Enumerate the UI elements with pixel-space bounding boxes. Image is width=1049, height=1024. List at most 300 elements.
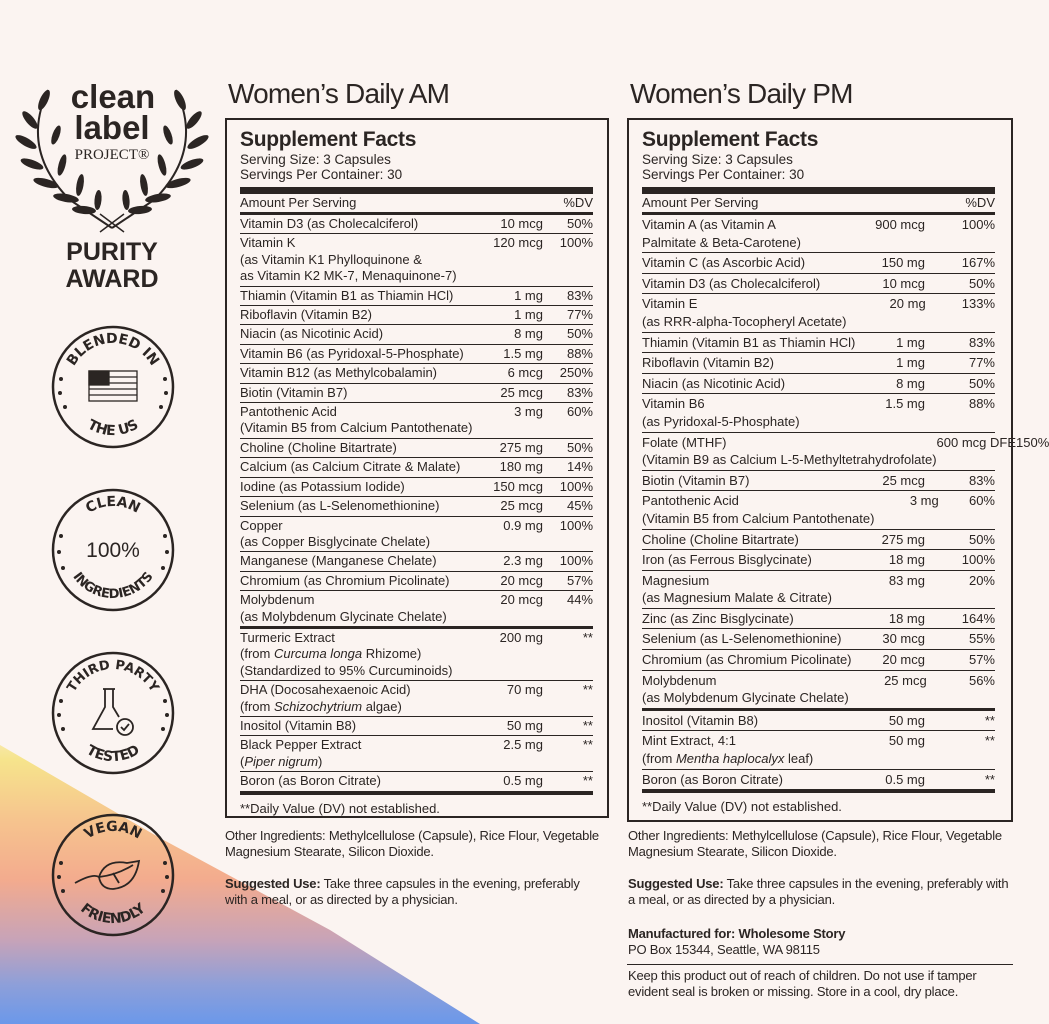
nutrient-amount: 10 mcg: [882, 275, 925, 291]
nutrient-name-line: [642, 492, 874, 510]
nutrient-amount: 0.5 mg: [885, 771, 925, 787]
badge-top-text: VEGAN: [81, 818, 145, 843]
nutrient-amount: 20 mcg: [500, 592, 543, 608]
nutrient-dv: 50%: [566, 216, 593, 231]
nutrient-name: [642, 672, 849, 707]
nutrient-name-line: [240, 288, 473, 304]
nutrient-name-line: [240, 268, 473, 284]
nutrient-dv: 55%: [968, 631, 995, 647]
badge-bottom-text: TESTED: [83, 742, 143, 766]
nutrient-name: [642, 712, 845, 730]
name-segment: Vitamin E: [642, 296, 698, 312]
nutrient-name: [642, 771, 845, 789]
nutrient-amount: 275 mg: [881, 531, 925, 547]
nutrient-dv: 133%: [961, 296, 995, 312]
name-segment: (Vitamin B5 from Calcium Pantothenate): [240, 420, 473, 436]
nutrient-dv: 14%: [566, 459, 593, 475]
nutrient-name-line: [240, 773, 473, 789]
nutrient-dv: 50%: [968, 375, 995, 391]
award-line1: PURITY: [66, 238, 158, 266]
name-segment: (as Molybdenum Glycinate Chelate): [240, 608, 447, 624]
nutrient-amount: 120 mcg: [493, 235, 543, 251]
table-row: [642, 471, 995, 492]
name-segment: as Vitamin K2 MK-7, Menaquinone-7): [240, 268, 457, 284]
brand-line3: PROJECT®: [74, 147, 150, 163]
name-segment: Choline (Choline Bitartrate): [240, 439, 397, 455]
nutrient-name-line: [642, 295, 846, 313]
nutrient-name: [240, 553, 473, 569]
nutrient-dv: 88%: [566, 345, 593, 361]
nutrient-dv: 50%: [566, 326, 593, 342]
col-amount: Amount Per Serving: [642, 195, 759, 210]
name-segment: Biotin (Vitamin B7): [642, 472, 750, 488]
table-row: [642, 609, 995, 630]
serving-size: Serving Size: 3 Capsules: [240, 152, 391, 167]
table-row: [642, 571, 995, 609]
badge-bottom-text: FRIENDLY: [77, 900, 149, 928]
nutrient-amount: 50 mg: [506, 717, 543, 733]
nutrient-dv: 100%: [961, 552, 995, 568]
nutrient-name: [240, 592, 473, 625]
badge-top-text: CLEAN: [83, 493, 143, 517]
table-header: [642, 194, 995, 215]
nutrient-amount: 1 mg: [514, 307, 543, 323]
award-line2: AWARD: [65, 265, 159, 293]
table-row: [240, 626, 593, 681]
nutrient-amount: 8 mg: [514, 326, 543, 342]
nutrient-name: [642, 395, 845, 430]
nutrient-name-line: [240, 592, 473, 608]
nutrient-name-line: [642, 689, 849, 707]
nutrient-dv: 83%: [968, 334, 995, 350]
name-segment: Magnesium: [642, 572, 710, 588]
nutrient-name-line: [642, 610, 845, 628]
nutrient-name: [240, 404, 473, 437]
nutrient-amount: 18 mg: [888, 610, 925, 626]
name-segment: DHA (Docosahexaenoic Acid): [240, 682, 411, 698]
nutrient-name: [240, 518, 473, 551]
name-segment: Selenium (as L-Selenomethionine): [240, 498, 440, 514]
nutrient-name-line: [642, 712, 845, 730]
name-segment: Black Pepper Extract: [240, 737, 362, 753]
nutrient-dv: 57%: [968, 652, 995, 668]
name-segment: Niacin (as Nicotinic Acid): [240, 326, 384, 342]
flask-check-icon: [93, 689, 133, 735]
name-segment: Boron (as Boron Citrate): [642, 771, 783, 787]
table-row: [642, 708, 995, 732]
warning-text: Keep this product out of reach of children. Do not use if tamper evident seal is broken or missing. Store in a cool, dry place.: [628, 968, 977, 999]
nutrient-name-line: [642, 313, 846, 331]
name-segment: Piper nigrum: [244, 753, 319, 769]
nutrient-name-line: [240, 307, 473, 323]
col-dv: %DV: [965, 195, 995, 210]
name-segment: Vitamin D3 (as Cholecalciferol): [642, 275, 821, 291]
nutrient-dv: 100%: [559, 517, 593, 533]
table-row: [240, 345, 593, 364]
badges-column: [0, 0, 225, 1024]
table-row: [642, 215, 995, 253]
pm-suggested-use: [628, 876, 1012, 908]
nutrient-dv: **: [582, 737, 593, 753]
nutrient-name: [240, 346, 473, 362]
leaf-icon: [75, 861, 139, 889]
table-row: [642, 253, 995, 274]
name-segment: Iron (as Ferrous Bisglycinate): [642, 552, 812, 568]
nutrient-name-line: [642, 672, 849, 690]
nutrient-amount: 600 mcg DFE: [936, 434, 1017, 450]
nutrient-amount: 25 mcg: [500, 498, 543, 514]
nutrient-name-line: [240, 420, 473, 436]
table-row: [642, 274, 995, 295]
name-segment: Rhizome): [362, 646, 422, 662]
name-segment: Thiamin (Vitamin B1 as Thiamin HCl): [642, 334, 856, 350]
footnote: **Daily Value (DV) not established.: [240, 800, 440, 816]
nutrient-name: [642, 216, 845, 251]
name-segment: Niacin (as Nicotinic Acid): [642, 375, 786, 391]
nutrient-amount: 1 mg: [514, 287, 543, 303]
nutrient-name-line: [240, 663, 473, 679]
table-row: [642, 294, 995, 332]
nutrient-dv: 20%: [968, 572, 995, 588]
nutrient-name-line: [240, 498, 473, 514]
servings-per-container: Servings Per Container: 30: [642, 167, 805, 182]
table-row: [240, 517, 593, 553]
nutrient-name-line: [240, 646, 473, 662]
nutrient-name-line: [240, 252, 473, 268]
badge-top-text: BLENDED IN: [63, 330, 163, 369]
nutrient-name: [642, 354, 845, 372]
nutrient-amount: 50 mg: [888, 733, 925, 749]
name-segment: Iodine (as Potassium Iodide): [240, 478, 405, 494]
brand-line1: clean: [70, 78, 156, 115]
pm-title: Women’s Daily PM: [630, 78, 853, 109]
thick-divider: [240, 187, 593, 194]
nutrient-name: [240, 326, 473, 342]
am-suggested-use: [225, 876, 605, 908]
blended-in-us-badge: [53, 327, 173, 447]
brand-line2: label: [74, 109, 150, 146]
name-segment: Palmitate & Beta-Carotene): [642, 234, 801, 250]
nutrient-amount: 20 mcg: [500, 572, 543, 588]
name-segment: (Standardized to 95% Curcuminoids): [240, 662, 453, 678]
nutrient-dv: 50%: [566, 439, 593, 455]
servings-per-container: Servings Per Container: 30: [240, 167, 403, 182]
name-segment: (as Pyridoxal-5-Phosphate): [642, 413, 800, 429]
nutrient-name-line: [642, 732, 845, 750]
nutrient-name-line: [240, 718, 473, 734]
nutrient-dv: 83%: [566, 287, 593, 303]
nutrient-name-line: [642, 254, 845, 272]
table-row: [240, 552, 593, 571]
serving-size: Serving Size: 3 Capsules: [642, 152, 793, 167]
nutrient-amount: 0.5 mg: [503, 773, 543, 789]
name-segment: Vitamin A (as Vitamin A: [642, 217, 776, 232]
nutrient-amount: 1 mg: [896, 355, 925, 371]
table-row: [642, 550, 995, 571]
nutrient-dv: **: [582, 773, 593, 789]
nutrient-name-line: [240, 404, 473, 420]
nutrient-name: [240, 773, 473, 789]
table-row: [240, 215, 593, 234]
name-segment: Curcuma longa: [273, 646, 363, 662]
table-row: [642, 530, 995, 551]
table-header: [240, 194, 593, 215]
table-row: [240, 384, 593, 403]
table-row: [240, 287, 593, 306]
nutrient-amount: 2.5 mg: [503, 737, 543, 753]
table-row: [642, 394, 995, 432]
nutrient-name-line: [240, 518, 473, 534]
badge-bottom-text: INGREDIENTS: [69, 569, 157, 603]
nutrient-amount: 1.5 mg: [503, 345, 543, 361]
address: PO Box 15344, Seattle, WA 98115: [628, 942, 820, 957]
name-segment: Biotin (Vitamin B7): [240, 384, 348, 400]
nutrient-dv: **: [984, 712, 995, 728]
nutrient-name: [240, 459, 473, 475]
nutrient-name: [240, 307, 473, 323]
name-segment: (from: [642, 751, 676, 767]
nutrient-amount: 150 mcg: [493, 478, 543, 494]
nutrient-dv: 45%: [566, 498, 593, 514]
name-segment: (from: [240, 646, 274, 662]
name-segment: (from: [240, 698, 274, 714]
nutrient-dv: 100%: [559, 553, 593, 569]
nutrient-amount: 25 mcg: [500, 384, 543, 400]
nutrient-name: [642, 254, 845, 272]
nutrient-dv: 57%: [566, 572, 593, 588]
nutrient-dv: **: [582, 629, 593, 645]
nutrient-amount: 1.5 mg: [885, 396, 925, 412]
nutrient-name-line: [642, 572, 845, 590]
nutrient-name-line: [240, 365, 473, 381]
name-segment: Vitamin B12 (as Methylcobalamin): [240, 365, 438, 381]
nutrient-amount: 18 mg: [888, 552, 925, 568]
name-segment: Copper: [240, 517, 283, 533]
nutrient-name-line: [240, 216, 473, 232]
nutrient-dv: 83%: [968, 472, 995, 488]
name-segment: Pantothenic Acid: [642, 493, 739, 509]
table-row: [240, 439, 593, 458]
nutrient-dv: 150%: [1016, 434, 1049, 450]
name-segment: Vitamin K: [240, 235, 296, 251]
nutrient-name-line: [642, 750, 845, 768]
name-segment: ): [318, 753, 323, 769]
table-row: [240, 681, 593, 717]
nutrient-amount: 8 mg: [896, 375, 925, 391]
table-row: [240, 306, 593, 325]
nutrient-name-line: [240, 235, 473, 251]
am-other-ingredients: Other Ingredients: Methylcellulose (Capsule), Rice Flour, Vegetable Magnesium Stearate, Silicon Dioxide.: [225, 828, 599, 859]
am-supplement-facts-panel: [225, 118, 609, 818]
nutrient-dv: 60%: [968, 493, 995, 509]
nutrient-amount: 10 mcg: [500, 216, 543, 231]
nutrient-amount: 25 mcg: [882, 472, 925, 488]
nutrient-dv: 77%: [968, 355, 995, 371]
table-row: [240, 364, 593, 383]
table-row: [240, 325, 593, 344]
nutrient-name: [642, 572, 845, 607]
table-row: [642, 491, 995, 529]
nutrient-name-line: [642, 510, 874, 528]
table-row: [240, 478, 593, 497]
nutrient-dv: **: [984, 733, 995, 749]
nutrient-name-line: [240, 737, 473, 753]
name-segment: Calcium (as Calcium Citrate & Malate): [240, 459, 461, 475]
nutrient-dv: 88%: [968, 396, 995, 412]
svg-text:TESTED: [84, 742, 143, 765]
name-segment: (as Molybdenum Glycinate Chelate): [642, 690, 849, 706]
name-segment: (as Copper Bisglycinate Chelate): [240, 533, 431, 549]
name-segment: (as RRR-alpha-Tocopheryl Acetate): [642, 313, 847, 329]
table-row: [642, 333, 995, 354]
facts-title: Supplement Facts: [240, 128, 417, 151]
nutrient-dv: 100%: [961, 217, 995, 232]
name-segment: Mentha haplocalyx: [675, 751, 785, 767]
nutrient-name-line: [240, 385, 473, 401]
nutrient-name-line: [240, 326, 473, 342]
vegan-friendly-badge: [53, 815, 173, 935]
nutrient-name: [240, 573, 473, 589]
nutrient-dv: 50%: [968, 531, 995, 547]
table-row: [240, 736, 593, 772]
nutrient-name: [240, 385, 473, 401]
nutrient-amount: 30 mcg: [882, 631, 925, 647]
nutrient-name-line: [642, 234, 845, 252]
nutrient-name: [642, 551, 845, 569]
name-segment: Mint Extract, 4:1: [642, 733, 736, 749]
nutrient-dv: 100%: [559, 478, 593, 494]
pm-other-ingredients: Other Ingredients: Methylcellulose (Capsule), Rice Flour, Vegetable Magnesium Stearate, Silicon Dioxide.: [628, 828, 1002, 859]
nutrient-amount: 275 mg: [499, 439, 543, 455]
nutrient-name-line: [642, 771, 845, 789]
nutrient-table: [642, 215, 1049, 790]
name-segment: Vitamin B6: [642, 396, 705, 412]
name-segment: (: [240, 753, 245, 769]
nutrient-name-line: [240, 479, 473, 495]
name-segment: Folate (MTHF): [642, 434, 727, 450]
name-segment: Pantothenic Acid: [240, 404, 337, 420]
table-row: [240, 497, 593, 516]
nutrient-dv: 60%: [566, 404, 593, 420]
nutrient-name: [642, 732, 845, 767]
svg-text:VEGAN: [82, 819, 145, 843]
name-segment: leaf): [784, 751, 814, 767]
nutrient-amount: 1 mg: [896, 334, 925, 350]
nutrient-name-line: [642, 413, 845, 431]
nutrient-name: [240, 235, 473, 284]
nutrient-name: [240, 630, 473, 679]
nutrient-dv: 77%: [566, 307, 593, 323]
nutrient-name: [642, 472, 845, 490]
name-segment: Riboflavin (Vitamin B2): [642, 355, 774, 371]
nutrient-amount: 3 mg: [514, 404, 543, 420]
nutrient-amount: 150 mg: [881, 255, 925, 271]
svg-text:INGREDIENTS: [69, 569, 156, 602]
table-row: [642, 433, 1049, 471]
nutrient-name-line: [642, 451, 937, 469]
nutrient-name-line: [240, 573, 473, 589]
suggested-label: Suggested Use:: [225, 876, 321, 891]
nutrient-name: [642, 295, 846, 330]
nutrient-name: [642, 492, 874, 527]
name-segment: Vitamin D3 (as Cholecalciferol): [240, 216, 419, 231]
nutrient-name: [240, 440, 473, 456]
thick-divider: [642, 187, 995, 194]
clean-ingredients-badge: [53, 490, 173, 610]
name-segment: Molybdenum: [642, 672, 717, 688]
nutrient-amount: 0.9 mg: [503, 517, 543, 533]
nutrient-dv: 164%: [961, 610, 995, 626]
svg-text:CLEAN: [83, 494, 142, 517]
nutrient-name: [240, 498, 473, 514]
nutrient-amount: 70 mg: [506, 682, 543, 698]
nutrient-name-line: [642, 354, 845, 372]
nutrient-name: [642, 434, 937, 469]
nutrient-table: [240, 215, 593, 792]
name-segment: (as Vitamin K1 Phylloquinone &: [240, 251, 422, 267]
col-dv: %DV: [563, 195, 593, 210]
name-segment: Manganese (Manganese Chelate): [240, 553, 437, 569]
table-row: [642, 671, 995, 709]
name-segment: (as Magnesium Malate & Citrate): [642, 590, 833, 606]
nutrient-name: [642, 531, 845, 549]
am-title: Women’s Daily AM: [228, 78, 450, 109]
nutrient-amount: 200 mg: [499, 629, 543, 645]
nutrient-amount: 6 mcg: [507, 365, 543, 381]
nutrient-name: [240, 479, 473, 495]
name-segment: Selenium (as L-Selenomethionine): [642, 631, 842, 647]
table-row: [240, 572, 593, 591]
nutrient-name: [240, 288, 473, 304]
nutrient-dv: **: [984, 771, 995, 787]
name-segment: Inositol (Vitamin B8): [240, 717, 357, 733]
nutrient-name-line: [240, 754, 473, 770]
nutrient-name: [240, 216, 473, 232]
name-segment: Vitamin C (as Ascorbic Acid): [642, 255, 806, 271]
table-row: [240, 717, 593, 736]
suggested-text: Take three capsules in the evening, preferably with a meal, or as directed by a physician.: [628, 876, 1009, 907]
nutrient-amount: 25 mcg: [884, 672, 927, 688]
nutrient-name-line: [240, 440, 473, 456]
nutrient-amount: 50 mg: [888, 712, 925, 728]
nutrient-dv: 100%: [559, 235, 593, 251]
nutrient-amount: 2.3 mg: [503, 553, 543, 569]
badge-top-text: THIRD PARTY: [64, 657, 162, 695]
nutrient-dv: 250%: [559, 365, 593, 381]
table-row: [642, 629, 995, 650]
name-segment: Turmeric Extract: [240, 629, 335, 645]
third-party-tested-badge: [53, 653, 173, 773]
table-row: [642, 353, 995, 374]
nutrient-name-line: [240, 699, 473, 715]
table-row: [240, 403, 593, 439]
nutrient-name-line: [240, 534, 473, 550]
nutrient-name-line: [642, 375, 845, 393]
nutrient-name-line: [642, 395, 845, 413]
svg-text:THE US: [85, 417, 141, 439]
us-flag-icon: [89, 371, 137, 401]
nutrient-dv: **: [582, 682, 593, 698]
nutrient-name-line: [240, 609, 473, 625]
name-segment: Zinc (as Zinc Bisglycinate): [642, 610, 794, 626]
nutrient-dv: 50%: [968, 275, 995, 291]
nutrient-amount: 3 mg: [909, 493, 939, 509]
nutrient-name-line: [240, 682, 473, 698]
table-row: [642, 374, 995, 395]
nutrient-name: [240, 737, 473, 770]
nutrient-amount: 900 mcg: [875, 217, 925, 232]
nutrient-name-line: [240, 630, 473, 646]
